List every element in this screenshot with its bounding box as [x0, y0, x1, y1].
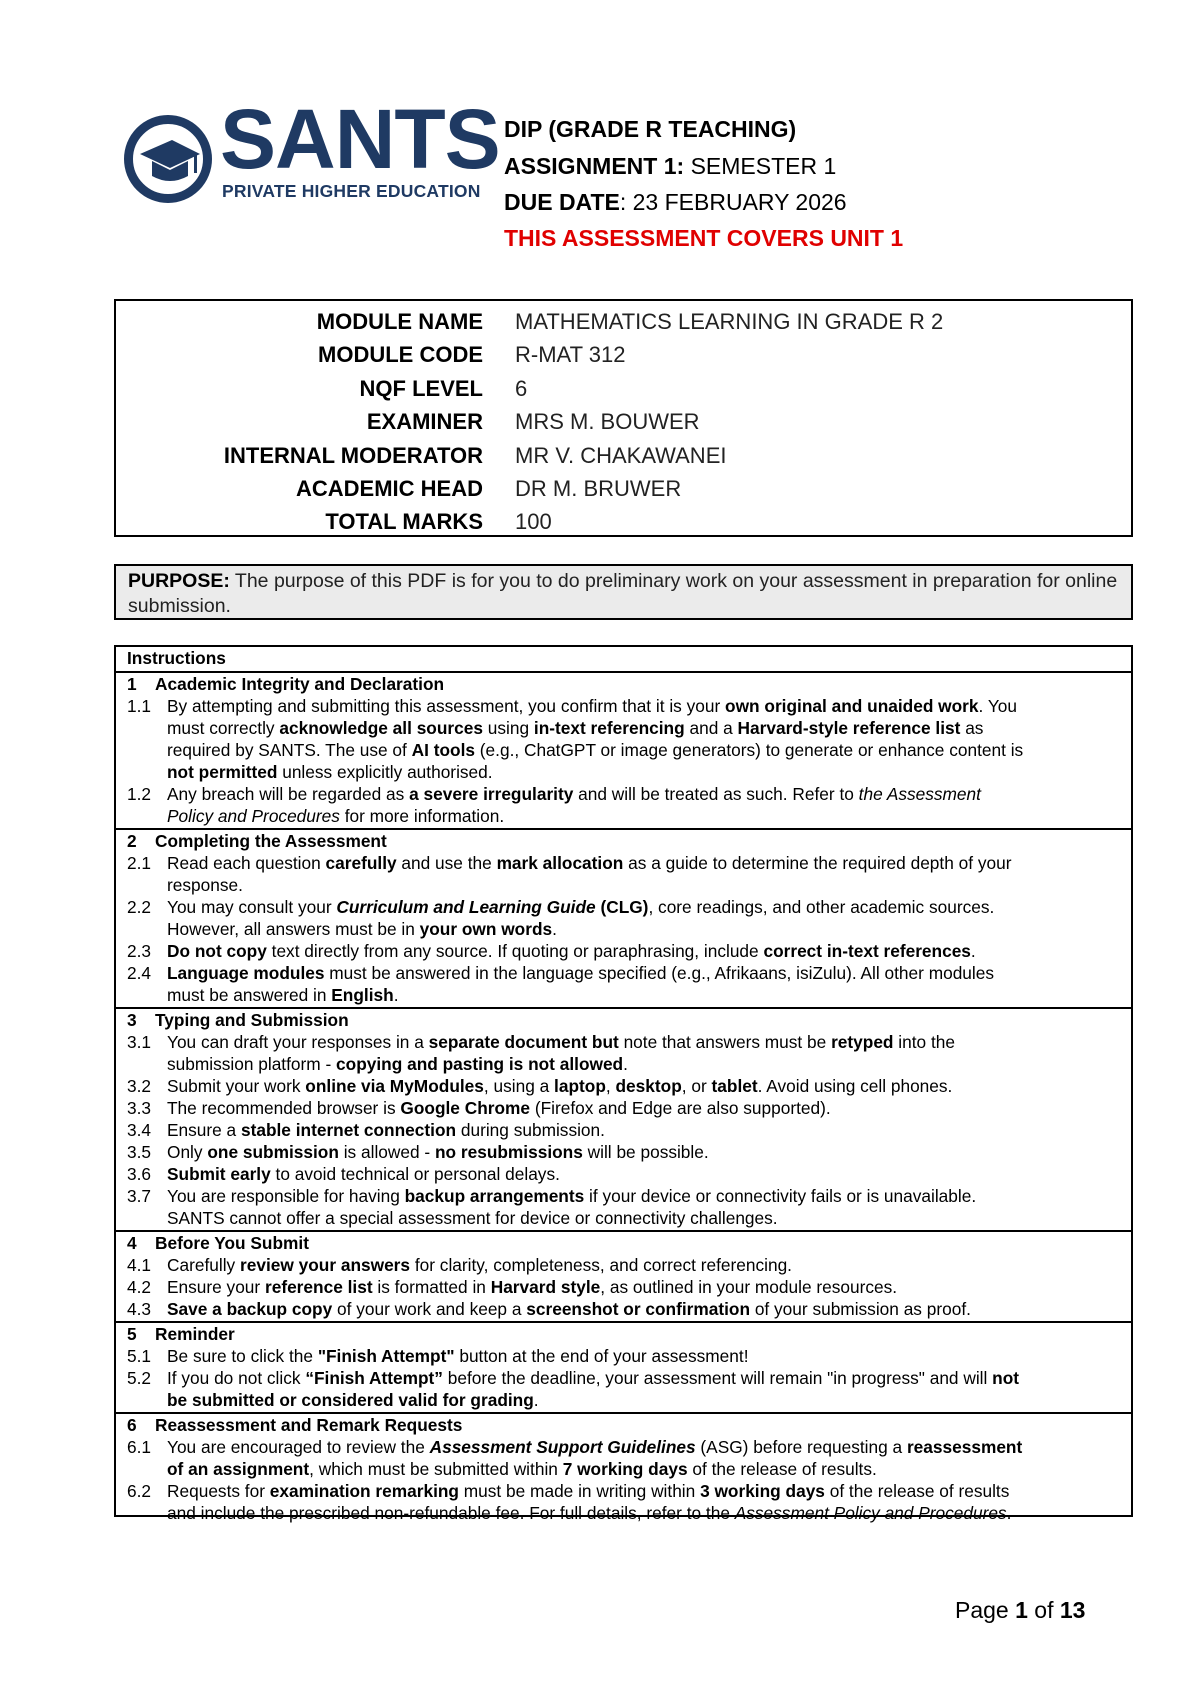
purpose-label: PURPOSE: — [128, 570, 230, 592]
programme-title: DIP (GRADE R TEACHING) — [504, 116, 797, 142]
item-number: 6.2 — [127, 1481, 152, 1501]
item-number: 1.1 — [127, 696, 152, 716]
module-field-value: 100 — [515, 509, 552, 535]
item-number: 3.7 — [127, 1186, 152, 1206]
section-heading: 1 Academic Integrity and Declaration — [127, 674, 445, 694]
module-field-value: MRS M. BOUWER — [515, 409, 700, 435]
due-date-line: DUE DATE: 23 FEBRUARY 2026 — [504, 189, 847, 215]
purpose-text: The purpose of this PDF is for you to do preliminary work on your assessment in preparation for online submission. — [128, 570, 1118, 617]
module-row — [116, 303, 1131, 337]
module-row — [116, 503, 1131, 537]
instructions-table — [114, 645, 1133, 1523]
item-number: 2.2 — [127, 897, 152, 917]
module-field-label: INTERNAL MODERATOR — [223, 442, 483, 468]
item-text: You can draft your responses in a separate document but note that answers must be retyped into the submission platform - copying and pasting is not allowed. — [167, 1032, 955, 1074]
item-text: By attempting and submitting this assessment, you confirm that it is your own original and unaided work. You must correctly acknowledge all sources using in-text referencing and a Harvard-style reference list as required by SANTS. The use of AI tools (e.g., ChatGPT or image generators) to generate or enhance content is not permitted unless explicitly authorised. — [167, 696, 1024, 782]
item-number: 3.1 — [127, 1032, 152, 1052]
item-text: Submit early to avoid technical or personal delays. — [167, 1164, 560, 1184]
item-number: 2.1 — [127, 853, 152, 873]
item-number: 2.4 — [127, 963, 152, 983]
item-number: 4.2 — [127, 1277, 152, 1297]
item-number: 3.3 — [127, 1098, 152, 1118]
item-text: Save a backup copy of your work and keep a screenshot or confirmation of your submission as proof. — [167, 1299, 971, 1319]
module-row — [116, 437, 1131, 471]
section-heading: 4 Before You Submit — [127, 1233, 309, 1253]
module-field-value: 6 — [515, 375, 528, 401]
item-text: You are responsible for having backup arrangements if your device or connectivity fails or is unavailable. SANTS cannot offer a special assessment for device or connectivity challenges. — [167, 1186, 977, 1228]
instruction-section-4 — [116, 1230, 1131, 1321]
module-field-label: MODULE NAME — [316, 309, 483, 334]
logo-wordmark: SANTS — [220, 92, 500, 186]
section-heading: 2 Completing the Assessment — [127, 831, 387, 851]
section-heading: 5 Reminder — [127, 1324, 235, 1344]
instruction-section-3 — [116, 1007, 1131, 1230]
item-text: Submit your work online via MyModules, using a laptop, desktop, or tablet. Avoid using cell phones. — [167, 1076, 953, 1096]
unit-coverage-notice: THIS ASSESSMENT COVERS UNIT 1 — [504, 225, 904, 251]
module-row — [116, 403, 1131, 437]
module-field-label: ACADEMIC HEAD — [296, 476, 483, 501]
item-text: Only one submission is allowed - no resubmissions will be possible. — [167, 1142, 709, 1162]
module-field-label: MODULE CODE — [318, 342, 483, 368]
item-number: 3.6 — [127, 1164, 152, 1184]
module-row — [116, 370, 1131, 404]
item-text: Do not copy text directly from any source. If quoting or paraphrasing, include correct in-text references. — [167, 941, 976, 961]
assignment-line: ASSIGNMENT 1: SEMESTER 1 — [504, 153, 837, 179]
item-text: Requests for examination remarking must be made in writing within 3 working days of the release of results and include the prescribed non-refundable fee. For full details, refer to the Assessment Policy and Procedures. — [167, 1481, 1012, 1523]
section-heading: 6 Reassessment and Remark Requests — [127, 1415, 463, 1435]
module-row — [116, 336, 1131, 370]
item-number: 3.2 — [127, 1076, 152, 1096]
item-number: 5.2 — [127, 1368, 152, 1388]
module-field-value: DR M. BRUWER — [515, 476, 682, 501]
module-details-table — [114, 299, 1133, 537]
item-number: 4.1 — [127, 1255, 152, 1275]
instruction-section-2 — [116, 828, 1131, 1007]
item-text: You are encouraged to review the Assessment Support Guidelines (ASG) before requesting a reassessment of an assignment, which must be submitted within 7 working days of the release of results. — [167, 1437, 1023, 1479]
purpose-box — [114, 564, 1133, 620]
page-number: Page 1 of 13 — [955, 1597, 1086, 1623]
item-text: Ensure a stable internet connection during submission. — [167, 1120, 605, 1140]
instructions-title: Instructions — [127, 648, 226, 668]
item-text: Be sure to click the "Finish Attempt" button at the end of your assessment! — [167, 1346, 749, 1366]
item-text: If you do not click “Finish Attempt” before the deadline, your assessment will remain "in progress" and will not be submitted or considered valid for grading. — [167, 1368, 1020, 1410]
module-field-label: NQF LEVEL — [359, 375, 483, 401]
graduation-cap-icon — [124, 115, 212, 203]
sants-logo — [124, 92, 504, 207]
module-field-label: TOTAL MARKS — [325, 509, 483, 535]
item-text: Any breach will be regarded as a severe irregularity and will be treated as such. Refer to the Assessment Policy and Procedures for more information. — [167, 784, 981, 826]
module-field-label: EXAMINER — [366, 409, 483, 435]
item-text: Read each question carefully and use the mark allocation as a guide to determine the required depth of your response. — [167, 853, 1012, 895]
item-number: 1.2 — [127, 784, 152, 804]
logo-subtitle: PRIVATE HIGHER EDUCATION — [222, 181, 481, 201]
item-text: You may consult your Curriculum and Learning Guide (CLG), core readings, and other academic sources. However, all answers must be in your own words. — [167, 897, 995, 939]
module-field-value: R-MAT 312 — [515, 342, 626, 368]
module-field-value: MATHEMATICS LEARNING IN GRADE R 2 — [515, 309, 944, 334]
item-text: The recommended browser is Google Chrome (Firefox and Edge are also supported). — [167, 1098, 831, 1118]
item-text: Ensure your reference list is formatted in Harvard style, as outlined in your module resources. — [167, 1277, 898, 1297]
item-number: 3.5 — [127, 1142, 152, 1162]
item-number: 5.1 — [127, 1346, 152, 1366]
section-heading: 3 Typing and Submission — [127, 1010, 349, 1030]
instruction-section-5 — [116, 1321, 1131, 1412]
item-number: 3.4 — [127, 1120, 152, 1140]
instruction-section-1 — [116, 671, 1131, 828]
module-field-value: MR V. CHAKAWANEI — [515, 442, 727, 468]
item-number: 2.3 — [127, 941, 152, 961]
item-number: 6.1 — [127, 1437, 152, 1457]
item-text: Carefully review your answers for clarity, completeness, and correct referencing. — [167, 1255, 792, 1275]
item-text: Language modules must be answered in the language specified (e.g., Afrikaans, isiZulu). All other modules must be answered in English. — [167, 963, 995, 1005]
instruction-section-6 — [116, 1412, 1131, 1525]
module-row — [116, 470, 1131, 504]
item-number: 4.3 — [127, 1299, 152, 1319]
